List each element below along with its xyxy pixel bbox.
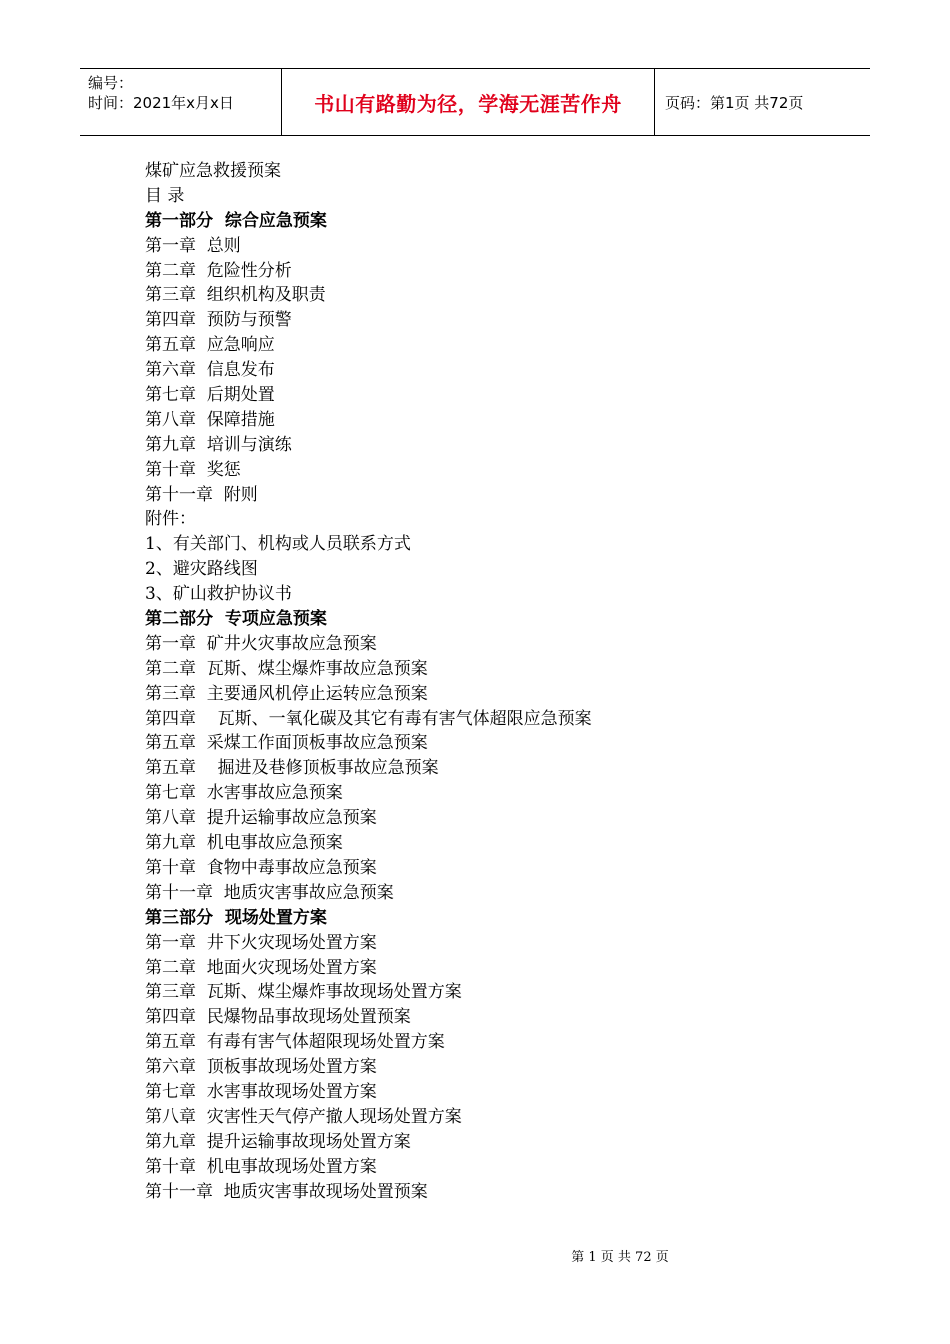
toc-line: 第四章 民爆物品事故现场处置预案 [145,1007,411,1028]
section-heading: 第三部分 现场处置方案 [145,907,327,928]
page-header [80,68,870,136]
toc-line: 第十一章 地质灾害事故应急预案 [145,882,394,903]
toc-line: 第五章 采煤工作面顶板事故应急预案 [145,733,428,754]
toc-line: 第二章 地面火灾现场处置方案 [145,957,377,978]
toc-line: 第七章 后期处置 [145,385,275,406]
toc-line: 第二章 危险性分析 [145,260,292,281]
toc-line: 第十一章 附则 [145,484,258,505]
document-body [145,159,825,1204]
section-heading: 第二部分 专项应急预案 [145,609,327,630]
toc-line: 第十章 食物中毒事故应急预案 [145,857,377,878]
toc-line: 第一章 总则 [145,235,241,256]
toc-line: 附件： [145,509,196,530]
toc-line: 第三章 主要通风机停止运转应急预案 [145,683,428,704]
toc-line: 3、矿山救护协议书 [145,584,292,605]
toc-line: 第四章 预防与预警 [145,310,292,331]
toc-line: 第四章 瓦斯、一氧化碳及其它有毒有害气体超限应急预案 [145,708,592,729]
toc-line: 第九章 提升运输事故现场处置方案 [145,1131,411,1152]
number-label: 编号： [88,74,134,92]
toc-line: 2、避灾路线图 [145,559,258,580]
header-page-info: 页码：第1页 共72页 [665,93,804,112]
toc-line: 第二章 瓦斯、煤尘爆炸事故应急预案 [145,658,428,679]
time-label: 时间：2021年x月x日 [88,94,234,112]
toc-line: 第九章 培训与演练 [145,434,292,455]
toc-line: 第一章 矿井火灾事故应急预案 [145,633,377,654]
toc-line: 第三章 瓦斯、煤尘爆炸事故现场处置方案 [145,982,462,1003]
toc-line: 煤矿应急救援预案 [145,161,281,181]
header-meta [80,69,282,135]
toc-line: 第九章 机电事故应急预案 [145,833,343,854]
toc-line: 第六章 信息发布 [145,360,275,381]
toc-line: 第七章 水害事故现场处置方案 [145,1081,377,1102]
toc-line: 1、有关部门、机构或人员联系方式 [145,534,411,555]
toc-line: 第八章 灾害性天气停产撤人现场处置方案 [145,1106,462,1127]
toc-line: 第六章 顶板事故现场处置方案 [145,1057,377,1078]
toc-line: 第八章 提升运输事故应急预案 [145,808,377,829]
toc-line: 第一章 井下火灾现场处置方案 [145,932,377,953]
header-motto: 书山有路勤为径，学海无涯苦作舟 [282,69,655,135]
page-footer [0,1246,950,1265]
toc-line: 第五章 应急响应 [145,335,275,356]
toc-line: 第五章 掘进及巷修顶板事故应急预案 [145,758,439,779]
footer-page-number: 第 1 页 共 72 页 [571,1250,669,1265]
toc-line: 第七章 水害事故应急预案 [145,783,343,804]
toc-line: 第八章 保障措施 [145,409,275,430]
toc-line: 第十章 奖惩 [145,459,241,480]
toc-line: 第十一章 地质灾害事故现场处置预案 [145,1181,428,1202]
toc-line: 第十章 机电事故现场处置方案 [145,1156,377,1177]
toc-line: 第三章 组织机构及职责 [145,285,326,306]
toc-line: 第五章 有毒有害气体超限现场处置方案 [145,1032,445,1053]
toc-line: 目 录 [145,185,185,206]
section-heading: 第一部分 综合应急预案 [145,210,327,231]
